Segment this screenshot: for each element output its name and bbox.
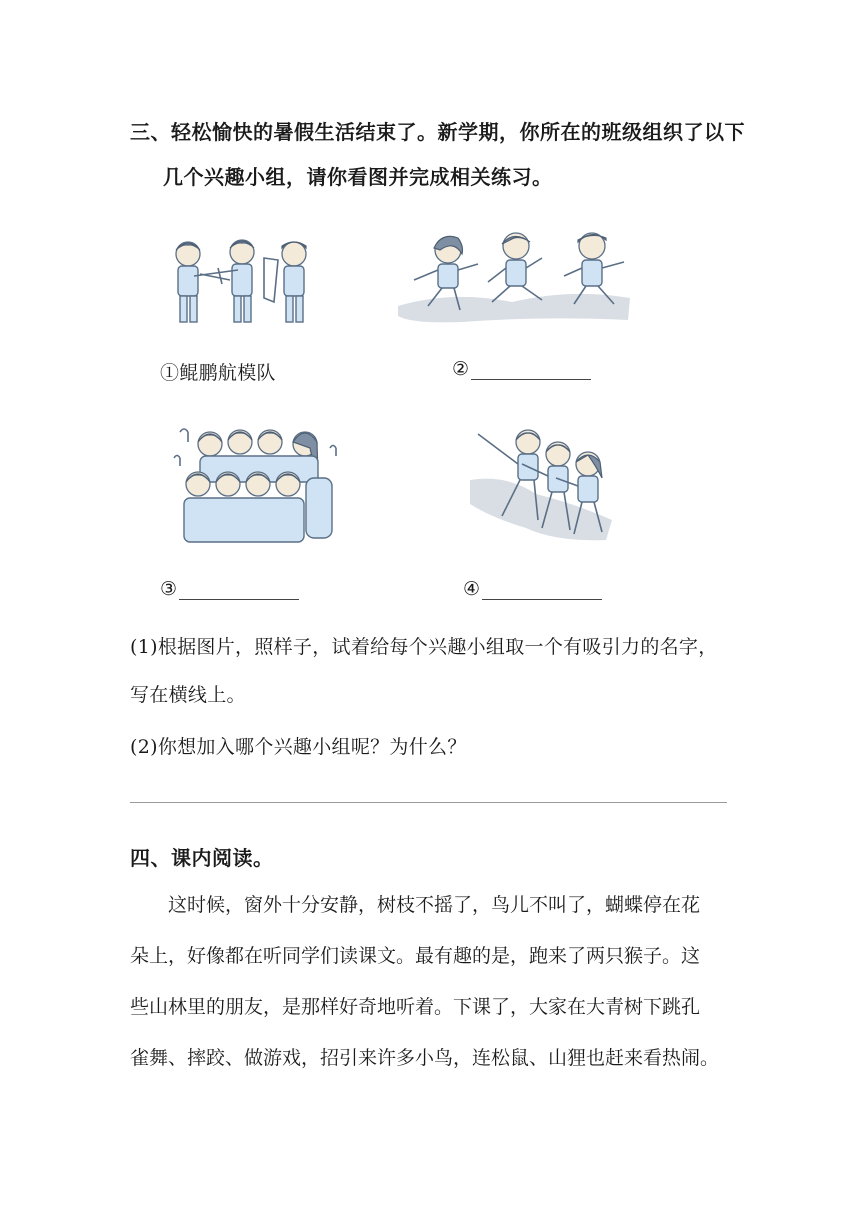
passage-line: 这时候，窗外十分安静，树枝不摇了，鸟儿不叫了，蝴蝶停在花	[130, 894, 701, 916]
answer-line[interactable]	[130, 802, 727, 803]
section3-heading-line2: 几个兴趣小组，请你看图并完成相关练习。	[163, 165, 553, 189]
passage-line: 些山林里的朋友，是那样好奇地听着。下课了，大家在大青树下跳孔	[130, 996, 701, 1018]
martial-arts-illustration	[466, 424, 616, 544]
caption-1-text: 鲲鹏航模队	[179, 362, 276, 384]
passage-line: 雀舞、摔跤、做游戏，招引来许多小鸟，连松鼠、山狸也赶来看热闹。	[130, 1047, 720, 1069]
caption-1	[160, 358, 276, 385]
caption-3-blank[interactable]	[179, 581, 299, 600]
caption-2-blank[interactable]	[471, 361, 591, 380]
section3-heading-line1: 三、轻松愉快的暑假生活结束了。新学期，你所在的班级组织了以下	[130, 120, 745, 144]
caption-4-blank[interactable]	[482, 581, 602, 600]
caption-2	[452, 358, 591, 380]
question-1-line2: 写在横线上。	[130, 684, 246, 706]
choir-illustration	[160, 418, 340, 546]
caption-4-marker: ④	[463, 578, 481, 600]
caption-3-marker: ③	[160, 578, 178, 600]
section4-heading: 四、课内阅读。	[130, 846, 274, 870]
reading-passage	[130, 880, 740, 1084]
passage-line: 朵上，好像都在听同学们读课文。最有趣的是，跑来了两只猴子。这	[130, 945, 701, 967]
caption-3	[160, 578, 299, 600]
running-illustration	[392, 228, 640, 324]
caption-4	[463, 578, 602, 600]
question-2: (2)你想加入哪个兴趣小组呢？为什么？	[130, 736, 467, 758]
caption-2-marker: ②	[452, 358, 470, 380]
question-1-line1: (1)根据图片，照样子，试着给每个兴趣小组取一个有吸引力的名字，	[130, 636, 718, 658]
caption-1-marker: ①	[160, 362, 180, 384]
model-aircraft-illustration	[160, 232, 320, 332]
